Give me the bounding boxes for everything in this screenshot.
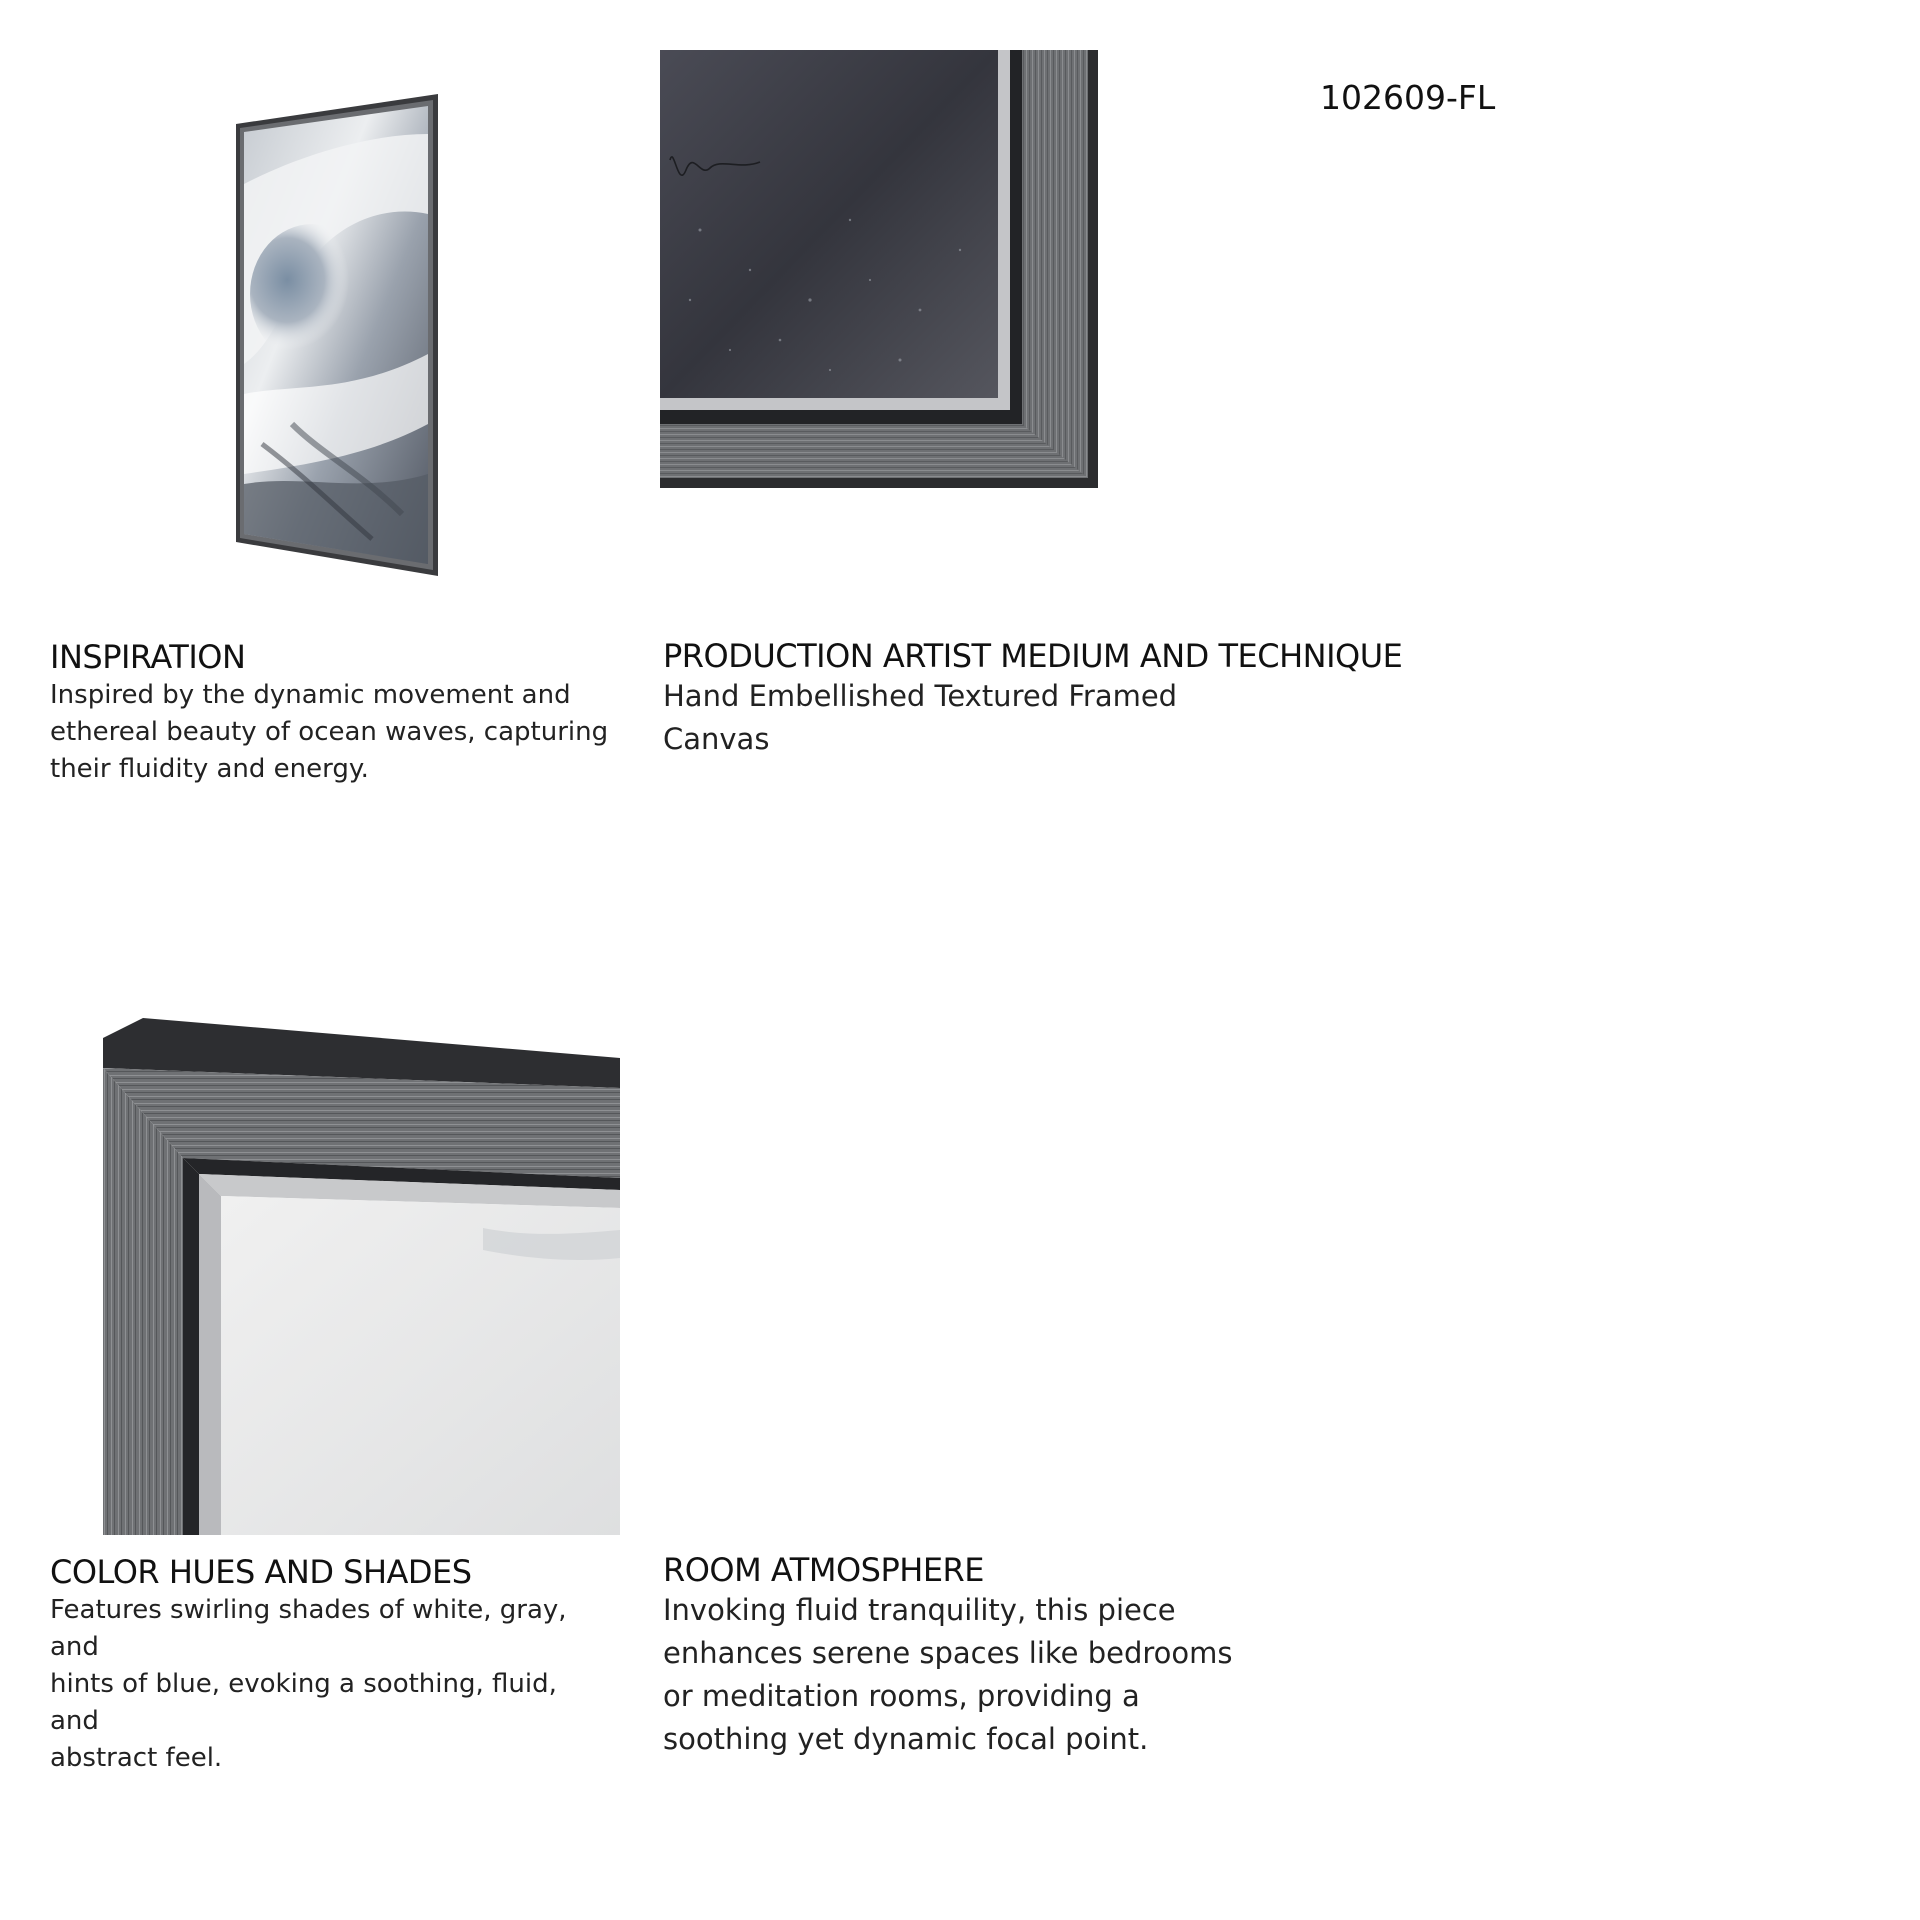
room-line: enhances serene spaces like bedrooms <box>663 1636 1233 1670</box>
color-text <box>50 1592 610 1777</box>
color-line: Features swirling shades of white, gray, and <box>50 1595 567 1662</box>
framed-artwork-image <box>232 94 438 576</box>
color-line: hints of blue, evoking a soothing, fluid, and <box>50 1669 557 1736</box>
room-heading: ROOM ATMOSPHERE <box>663 1551 984 1589</box>
room-line: Invoking fluid tranquility, this piece <box>663 1593 1176 1627</box>
production-text <box>663 675 1283 761</box>
production-heading: PRODUCTION ARTIST MEDIUM AND TECHNIQUE <box>663 637 1403 675</box>
product-sku: 102609-FL <box>1320 78 1496 117</box>
room-line: soothing yet dynamic focal point. <box>663 1722 1149 1756</box>
inspiration-line: their fluidity and energy. <box>50 754 369 784</box>
inspiration-text <box>50 677 610 788</box>
dark-corner-detail-image <box>660 50 1098 488</box>
color-line: abstract feel. <box>50 1743 223 1773</box>
production-line: Hand Embellished Textured Framed <box>663 679 1178 713</box>
production-line: Canvas <box>663 722 770 756</box>
room-line: or meditation rooms, providing a <box>663 1679 1140 1713</box>
light-corner-detail-image <box>103 1018 620 1535</box>
inspiration-heading: INSPIRATION <box>50 638 246 676</box>
color-heading: COLOR HUES AND SHADES <box>50 1553 472 1591</box>
inspiration-line: ethereal beauty of ocean waves, capturing <box>50 717 609 747</box>
inspiration-line: Inspired by the dynamic movement and <box>50 680 571 710</box>
room-text <box>663 1589 1283 1761</box>
